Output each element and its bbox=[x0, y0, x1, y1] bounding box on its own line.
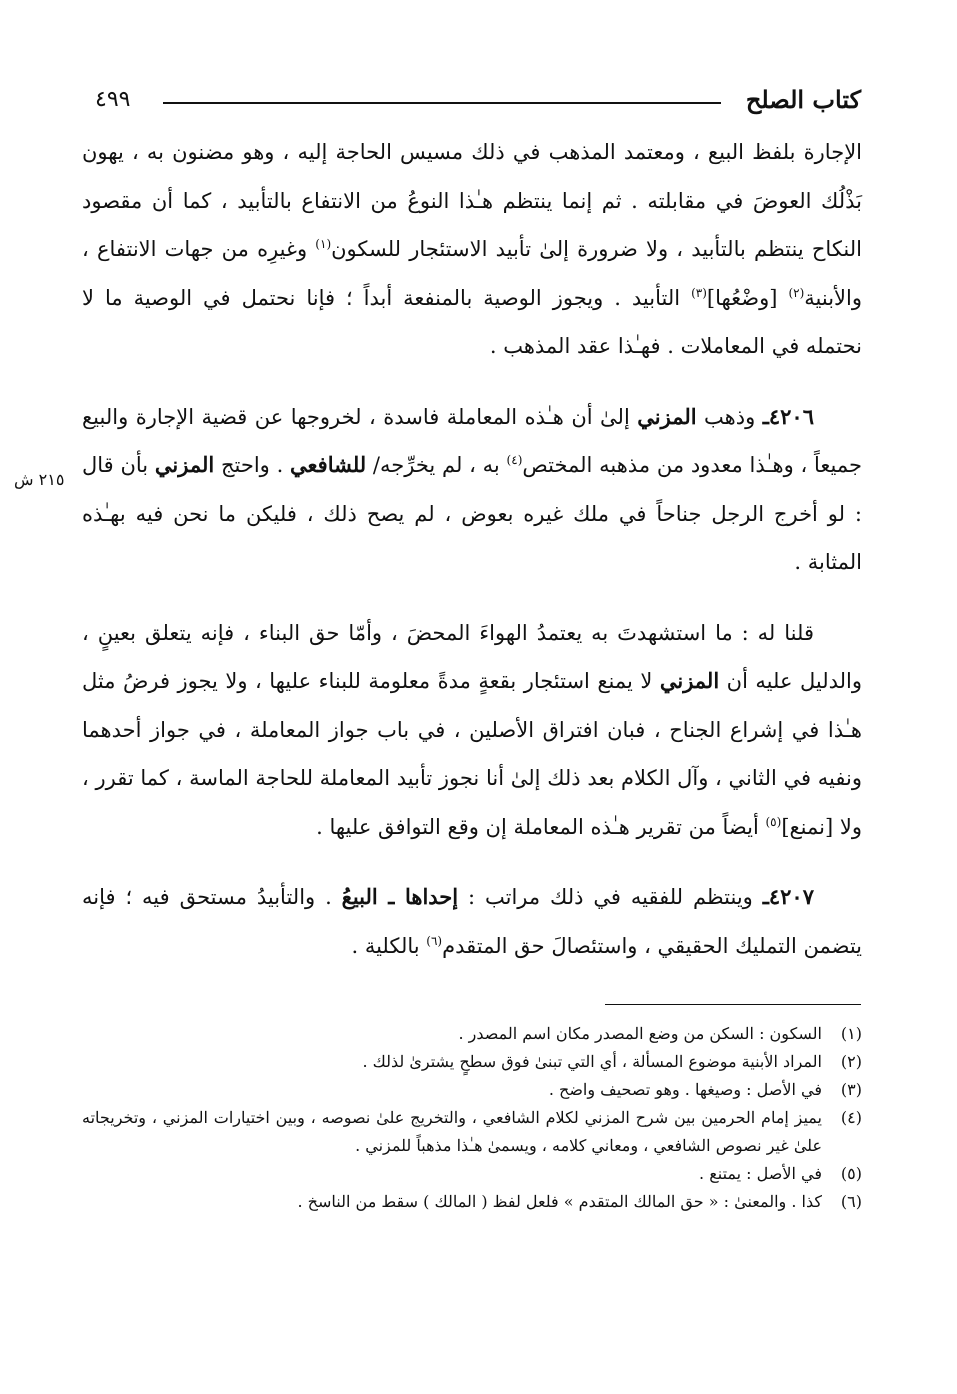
paragraph-reply bbox=[82, 609, 862, 852]
footnote-text: يميز إمام الحرمين بين شرح المزني لكلام الشافعي ، والتخريج علىٰ نصوصه ، وبين اختيارات المزني ، وتخريجاته علىٰ غير نصوص الشافعي ، ومعاني كلامه ، ويسمىٰ هـٰذا مذهباً للمزني . bbox=[82, 1108, 822, 1155]
paragraph-text: . واحتج bbox=[214, 453, 291, 477]
footnote-item bbox=[82, 1188, 862, 1216]
footnote-item bbox=[82, 1160, 862, 1188]
paragraph-text: بأن قال : لو أخرج الرجل جناحاً في ملك غيره بعوض ، لم يصح ذلك ، فليكن ما نحن فيه بهـٰذه المثابة . bbox=[82, 453, 862, 574]
footnote-number: (٢) bbox=[840, 1052, 862, 1071]
footnote-text: السكون : السكن من وضع المصدر مكان اسم المصدر . bbox=[458, 1024, 822, 1043]
footnote-separator bbox=[605, 1004, 861, 1005]
bold-name: المزني bbox=[154, 452, 215, 477]
footnote-number: (٤) bbox=[840, 1108, 862, 1127]
paragraph-text: قلنا له : ما استشهدتَ به يعتمدُ الهواءَ المحضَ ، وأمّا حق البناء ، فإنه يتعلق بعينٍ ، والدليل عليه أن bbox=[82, 620, 862, 693]
paragraph-text: [وضْعُها] bbox=[706, 285, 789, 310]
paragraph-text: بالكلية . bbox=[351, 933, 427, 958]
paragraph-text: أيضاً من تقرير هـٰذه المعاملة إن وقع التوافق عليها . bbox=[316, 814, 766, 839]
bold-name: المزني bbox=[637, 403, 697, 429]
footnote-item bbox=[82, 1104, 862, 1160]
paragraph-text: وينتظم للفقيه في ذلك مراتب : bbox=[458, 885, 763, 909]
paragraph-4206 bbox=[82, 393, 862, 587]
footnote-number: (٦) bbox=[840, 1192, 862, 1211]
paragraph-text: التأبيد . ويجوز الوصية بالمنفعة أبداً ؛ فإنا نحتمل في الوصية ما لا نحتمله في المعاملات . فهـٰذا عقد المذهب . bbox=[82, 285, 862, 358]
book-title: كتاب الصلح bbox=[745, 85, 861, 114]
bold-phrase: إحداها ـ البيعُ bbox=[341, 884, 459, 909]
paragraph-text: إلىٰ أن هـٰذه المعاملة فاسدة ، لخروجها عن قضية الإجارة والبيع جميعاً ، وهـٰذا معدود من مذهبه المختص bbox=[82, 404, 862, 477]
footnote-ref-1[interactable]: (١) bbox=[315, 237, 332, 251]
paragraph-text: الإجارة بلفظ البيع ، ومعتمد المذهب في ذلك مسيس الحاجة إليه ، وهو مضنون به ، يهون بَذْلُك العوضَ في مقابلته . ثم إنما ينتظم هـٰذا النوعُ من الانتفاع بالتأبيد ، كما أن مقصود النكاح ينتظم بالتأبيد ، ولا ضرورة إلىٰ تأبيد الاستئجار للسكون bbox=[82, 140, 862, 261]
footnote-item bbox=[82, 1048, 862, 1076]
paragraph-text: به ، لم يخرِّجه/ bbox=[366, 453, 507, 477]
footnote-ref-4[interactable]: (٤) bbox=[506, 453, 523, 467]
footnote-number: (١) bbox=[840, 1024, 862, 1043]
footnote-item bbox=[82, 1020, 862, 1048]
footnote-text: المراد الأبنية موضوع المسألة ، أي التي تبنىٰ فوق سطحٍ يشترىٰ لذلك . bbox=[362, 1052, 822, 1071]
footnote-number: (٣) bbox=[840, 1080, 862, 1099]
paragraph-text: وغيرِه من جهات الانتفاع ، والأبنية bbox=[82, 237, 862, 310]
bold-name: المزني bbox=[659, 668, 720, 693]
header-rule bbox=[163, 102, 721, 104]
bold-name: للشافعي bbox=[290, 452, 367, 477]
footnote-ref-5[interactable]: (٥) bbox=[765, 814, 782, 829]
footnotes bbox=[82, 1020, 862, 1216]
issue-number: ٤٢٠٧ـ bbox=[762, 884, 814, 909]
footnote-text: كذا . والمعنىٰ : « حق المالك المتقدم » فلعل لفظ ( المالك ) سقط من الناسخ . bbox=[297, 1192, 822, 1211]
paragraph-text: . والتأبيدُ مستحق فيه ؛ فإنه يتضمن التمليك الحقيقي ، واستئصالَ حق المتقدم bbox=[82, 885, 862, 958]
paragraph-text: وذهب bbox=[696, 404, 763, 429]
footnote-item bbox=[82, 1076, 862, 1104]
margin-page-reference: ٢١٥ ش bbox=[14, 470, 65, 489]
paragraph-text: لا يمنع استئجار بقعةٍ مدةً معلومة للبناء عليها ، ولا يجوز فرضُ مثل هـٰذا في إشراع الجناح ، فبان افتراق الأصلين ، في باب جواز المعاملة ، في جواز أحدهما ونفيه في الثاني ، وآل الكلام بعد ذلك إلىٰ أنا نجوز تأبيد المعاملة للحاجة الماسة ، كما تقرر ، ولا [نمنع] bbox=[82, 669, 862, 839]
paragraph-1 bbox=[82, 128, 862, 371]
page-number: ٤٩٩ bbox=[95, 87, 131, 112]
footnote-number: (٥) bbox=[840, 1164, 862, 1183]
footnote-text: في الأصل : وصيغها . وهو تصحيف واضح . bbox=[548, 1080, 822, 1099]
issue-number: ٤٢٠٦ـ bbox=[762, 403, 814, 429]
paragraph-4207 bbox=[82, 873, 862, 970]
page-header bbox=[95, 82, 861, 118]
main-text bbox=[82, 128, 862, 970]
footnote-text: في الأصل : يمتنع . bbox=[699, 1164, 822, 1183]
footnote-ref-3[interactable]: (٣) bbox=[691, 285, 707, 300]
footnote-ref-6[interactable]: (٦) bbox=[426, 933, 443, 948]
footnote-ref-2[interactable]: (٢) bbox=[788, 285, 805, 300]
